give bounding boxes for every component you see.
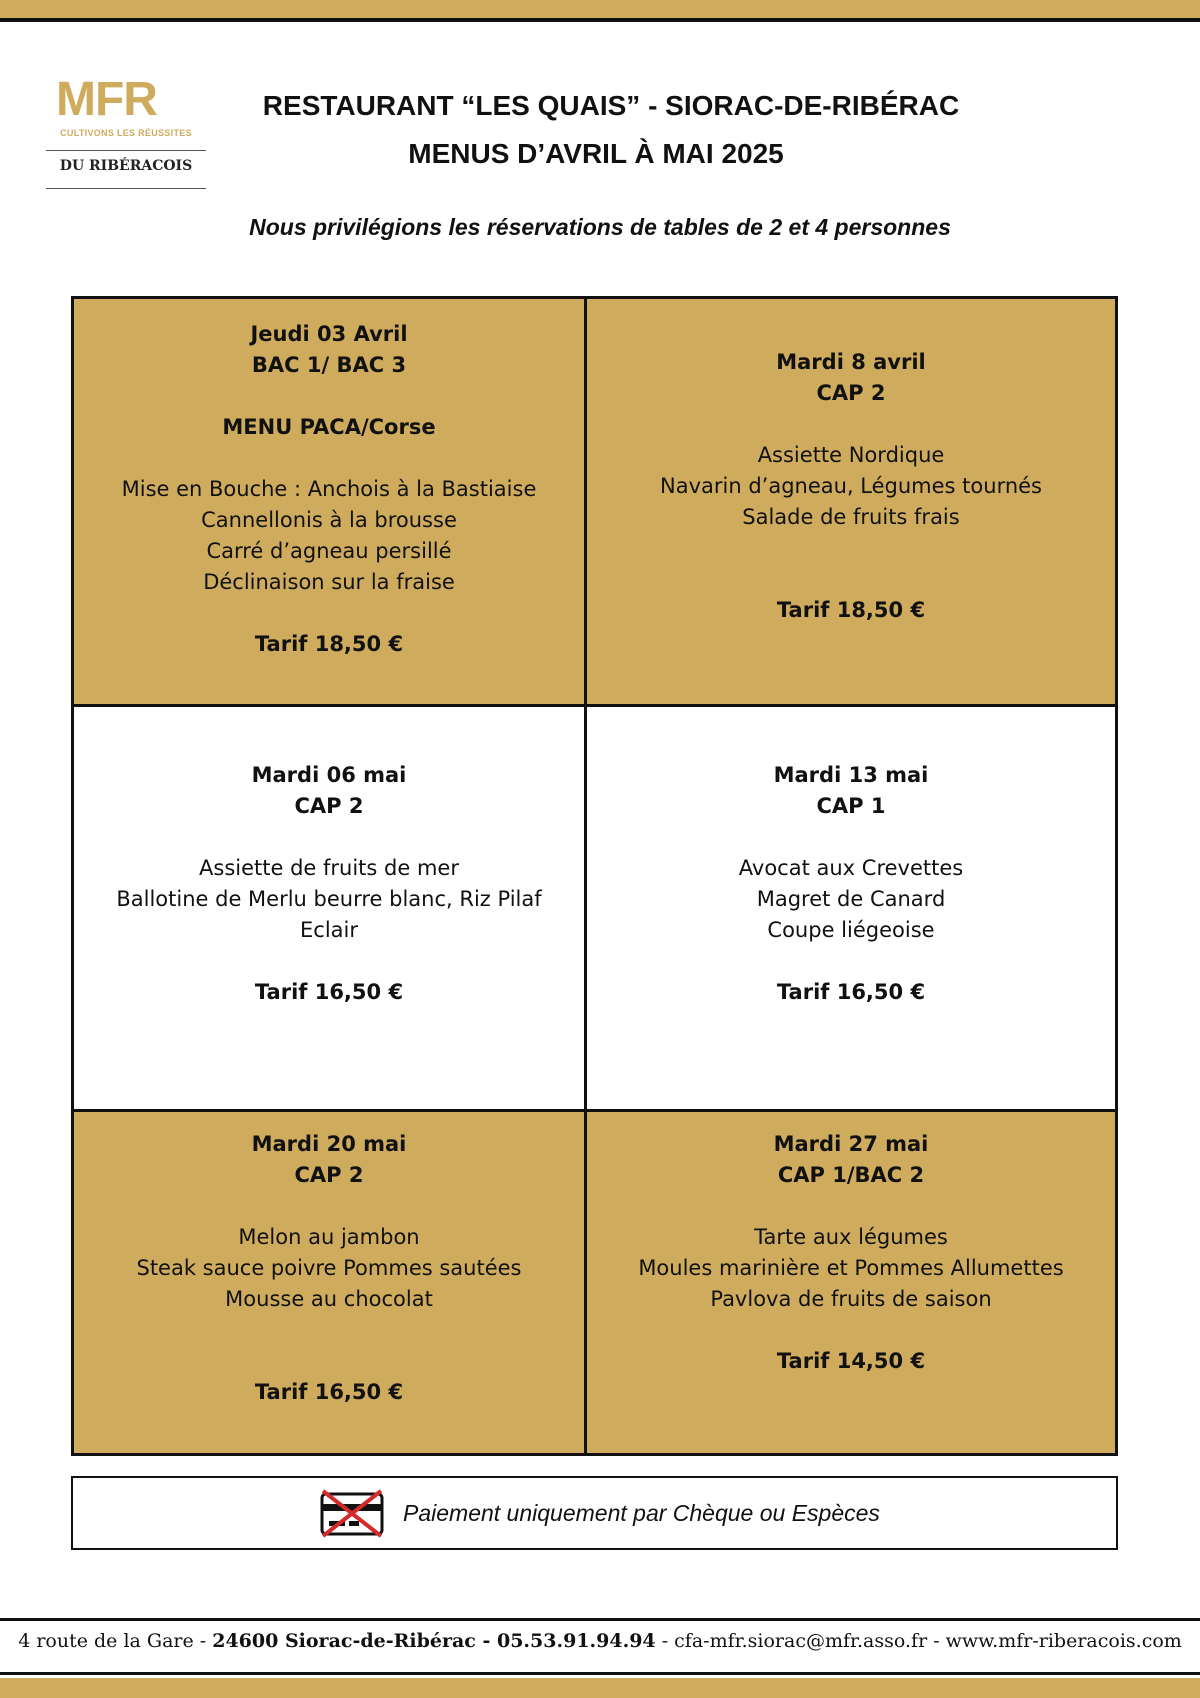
payment-text: Paiement uniquement par Chèque ou Espèces <box>403 1500 880 1526</box>
footer-contact <box>0 1630 1200 1652</box>
menu-card <box>74 299 584 704</box>
menu-dish: Carré d’agneau persillé <box>206 539 452 563</box>
menu-dish: Salade de fruits frais <box>742 505 960 529</box>
menu-date: Mardi 27 mai <box>773 1132 929 1156</box>
menu-card <box>587 1112 1115 1453</box>
footer-rule <box>0 1618 1200 1621</box>
mfr-logo <box>44 73 208 191</box>
menu-class: CAP 2 <box>816 381 886 405</box>
footer-rule <box>0 1672 1200 1675</box>
logo-rule <box>46 150 206 151</box>
menu-card <box>74 707 584 1109</box>
footer-address: 4 route de la Gare - <box>18 1630 213 1652</box>
grid-divider <box>584 299 587 1453</box>
menu-dish: Cannellonis à la brousse <box>201 508 457 532</box>
logo-subtitle: DU RIBÉRACOIS <box>59 158 193 174</box>
menu-dish: Eclair <box>300 918 358 942</box>
top-gold-band <box>0 0 1200 18</box>
logo-rule <box>46 188 206 189</box>
menu-dish: Ballotine de Merlu beurre blanc, Riz Pilaf <box>116 887 542 911</box>
menu-class: CAP 2 <box>294 794 364 818</box>
menu-dish: Assiette de fruits de mer <box>199 856 459 880</box>
menu-price: Tarif 16,50 € <box>254 980 404 1004</box>
menu-dish: Moules marinière et Pommes Allumettes <box>638 1256 1064 1280</box>
menu-price: Tarif 18,50 € <box>254 632 404 656</box>
menu-price: Tarif 16,50 € <box>776 980 926 1004</box>
footer-city-phone: 24600 Siorac-de-Ribérac - 05.53.91.94.94 <box>212 1630 656 1652</box>
menu-class: CAP 1 <box>816 794 886 818</box>
grid-divider <box>74 704 1115 707</box>
menu-date: Mardi 06 mai <box>251 763 407 787</box>
logo-mark: MFR <box>56 73 157 126</box>
logo-tagline: CULTIVONS LES RÉUSSITES <box>60 128 192 138</box>
menu-date: Jeudi 03 Avril <box>250 322 408 346</box>
reservation-note: Nous privilégions les réservations de tables de 2 et 4 personnes <box>249 214 951 240</box>
menu-date: Mardi 20 mai <box>251 1132 407 1156</box>
menu-dish: Steak sauce poivre Pommes sautées <box>136 1256 522 1280</box>
menu-dish: Mise en Bouche : Anchois à la Bastiaise <box>121 477 537 501</box>
menu-dish: Melon au jambon <box>238 1225 420 1249</box>
no-card-icon <box>319 1488 385 1538</box>
menu-class: CAP 1/BAC 2 <box>777 1163 925 1187</box>
menu-card <box>587 299 1115 704</box>
menu-date: Mardi 13 mai <box>773 763 929 787</box>
menu-class: CAP 2 <box>294 1163 364 1187</box>
menu-theme: MENU PACA/Corse <box>222 415 436 439</box>
menu-dish: Magret de Canard <box>756 887 946 911</box>
top-rule <box>0 18 1200 22</box>
page-subtitle-period: MENUS D’AVRIL À MAI 2025 <box>408 138 784 169</box>
menu-price: Tarif 16,50 € <box>254 1380 404 1404</box>
menu-price: Tarif 18,50 € <box>776 598 926 622</box>
menu-grid <box>71 296 1118 1456</box>
menu-card <box>587 707 1115 1109</box>
grid-divider <box>74 1109 1115 1112</box>
menu-price: Tarif 14,50 € <box>776 1349 926 1373</box>
menu-dish: Navarin d’agneau, Légumes tournés <box>660 474 1042 498</box>
menu-class: BAC 1/ BAC 3 <box>251 353 407 377</box>
menu-dish: Avocat aux Crevettes <box>738 856 964 880</box>
menu-dish: Assiette Nordique <box>757 443 945 467</box>
menu-dish: Déclinaison sur la fraise <box>203 570 455 594</box>
menu-dish: Pavlova de fruits de saison <box>710 1287 992 1311</box>
payment-notice <box>71 1476 1118 1550</box>
menu-date: Mardi 8 avril <box>776 350 926 374</box>
menu-dish: Mousse au chocolat <box>225 1287 433 1311</box>
bottom-gold-band <box>0 1678 1200 1698</box>
page-title: RESTAURANT “LES QUAIS” - SIORAC-DE-RIBÉRAC <box>262 90 960 121</box>
menu-card <box>74 1112 584 1453</box>
menu-dish: Tarte aux légumes <box>754 1225 948 1249</box>
menu-dish: Coupe liégeoise <box>767 918 935 942</box>
footer-email-website: - cfa-mfr.siorac@mfr.asso.fr - www.mfr-riberacois.com <box>655 1630 1182 1652</box>
